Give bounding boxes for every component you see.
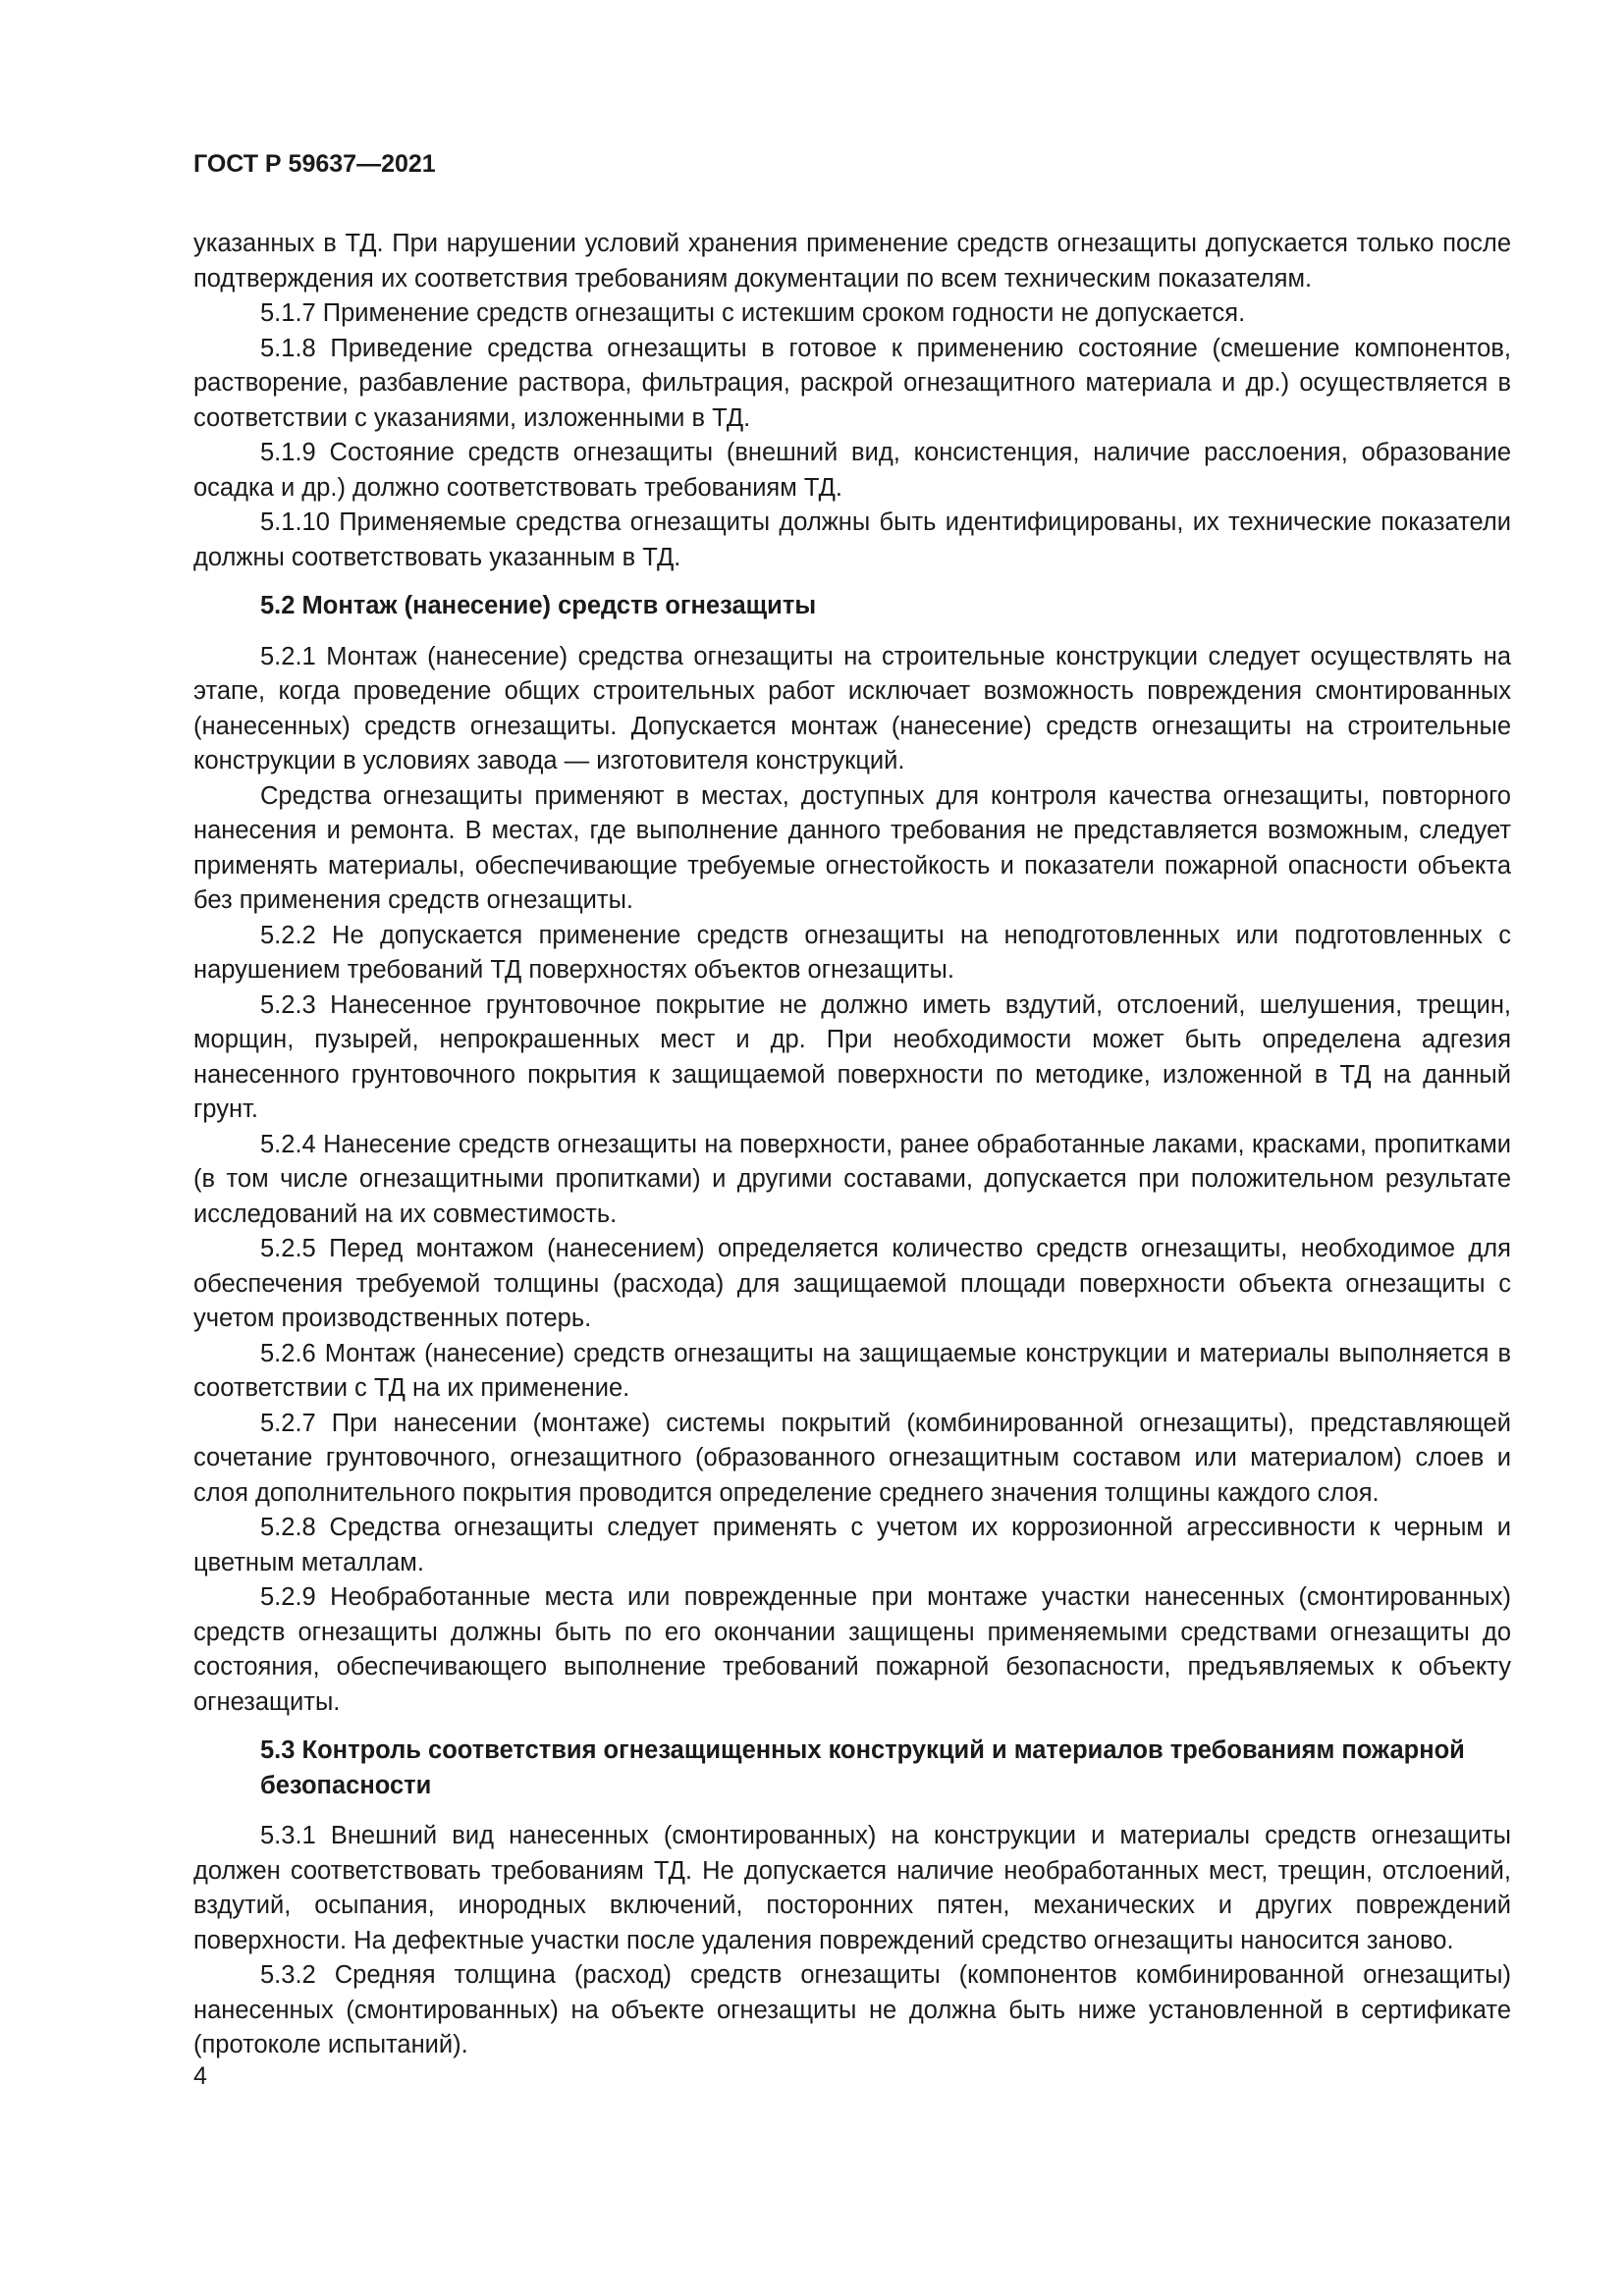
paragraph-5-2-1: 5.2.1 Монтаж (нанесение) средства огнезащиты на строительные конструкции следует осуществлять на этапе, когда проведение общих строительных работ исключает возможность повреждения смонтированных (нанесенных) средств огнезащиты. Допускается монтаж (нанесение) средств огнезащиты на строительные конструкции в условиях завода — изготовителя конструкций. — [193, 642, 1511, 774]
paragraph-5-2-4: 5.2.4 Нанесение средств огнезащиты на поверхности, ранее обработанные лаками, красками, пропитками (в том числе огнезащитными пропитками) и другими составами, допускается при положительном результате исследований на их совместимость. — [193, 1130, 1511, 1228]
paragraph-5-3-1: 5.3.1 Внешний вид нанесенных (смонтированных) на конструкции и материалы средств огнезащиты должен соответствовать требованиям ТД. Не допускается наличие необработанных мест, трещин, отслоений, вздутий, осыпания, инородных включений, посторонних пятен, механических и других повреждений поверхности. На дефектные участки после удаления повреждений средство огнезащиты наносится заново. — [193, 1822, 1511, 1954]
paragraph-5-2-9: 5.2.9 Необработанные места или поврежденные при монтаже участки нанесенных (смонтированных) средств огнезащиты должны быть по его окончании защищены применяемыми средствами огнезащиты до состояния, обеспечивающего выполнение требований пожарной безопасности, предъявляемых к объекту огнезащиты. — [193, 1583, 1511, 1716]
page-number: 4 — [193, 2062, 207, 2090]
paragraph-5-2-6: 5.2.6 Монтаж (нанесение) средств огнезащиты на защищаемые конструкции и материалы выполняется в соответствии с ТД на их применение. — [193, 1339, 1511, 1402]
document-body — [193, 227, 1511, 2063]
document-header: ГОСТ Р 59637—2021 — [193, 150, 436, 178]
paragraph-5-1-10: 5.1.10 Применяемые средства огнезащиты должны быть идентифицированы, их технические показатели должны соответствовать указанным в ТД. — [193, 508, 1511, 571]
paragraph-5-1-7: 5.1.7 Применение средств огнезащиты с истекшим сроком годности не допускается. — [260, 299, 1246, 327]
paragraph-5-1-9: 5.1.9 Состояние средств огнезащиты (внешний вид, консистенция, наличие расслоения, образование осадка и др.) должно соответствовать требованиям ТД. — [193, 439, 1511, 502]
paragraph-continuation: указанных в ТД. При нарушении условий хранения применение средств огнезащиты допускается только после подтверждения их соответствия требованиям документации по всем техническим показателям. — [193, 230, 1511, 293]
paragraph-5-2-3: 5.2.3 Нанесенное грунтовочное покрытие не должно иметь вздутий, отслоений, шелушения, трещин, морщин, пузырей, непрокрашенных мест и др. При необходимости может быть определена адгезия нанесенного грунтовочного покрытия к защищаемой поверхности по методике, изложенной в ТД на данный грунт. — [193, 990, 1511, 1123]
section-heading-5-3: 5.3 Контроль соответствия огнезащищенных конструкций и материалов требованиям пожарной безопасности — [260, 1736, 1465, 1799]
paragraph-5-2-2: 5.2.2 Не допускается применение средств огнезащиты на неподготовленных или подготовленных с нарушением требований ТД поверхностях объектов огнезащиты. — [193, 921, 1511, 984]
paragraph-5-2-5: 5.2.5 Перед монтажом (нанесением) определяется количество средств огнезащиты, необходимое для обеспечения требуемой толщины (расхода) для защищаемой площади поверхности объекта огнезащиты с учетом производственных потерь. — [193, 1235, 1511, 1332]
paragraph-5-2-8: 5.2.8 Средства огнезащиты следует применять с учетом их коррозионной агрессивности к черным и цветным металлам. — [193, 1514, 1511, 1576]
paragraph-5-2-7: 5.2.7 При нанесении (монтаже) системы покрытий (комбинированной огнезащиты), представляющей сочетание грунтовочного, огнезащитного (образованного огнезащитным составом или материалом) слоев и слоя дополнительного покрытия проводится определение среднего значения толщины каждого слоя. — [193, 1409, 1511, 1507]
paragraph-5-3-2: 5.3.2 Средняя толщина (расход) средств огнезащиты (компонентов комбинированной огнезащиты) нанесенных (смонтированных) на объекте огнезащиты не должна быть ниже установленной в сертификате (протоколе испытаний). — [193, 1961, 1511, 2058]
document-page — [193, 147, 1511, 2063]
paragraph-5-1-8: 5.1.8 Приведение средства огнезащиты в готовое к применению состояние (смешение компонентов, растворение, разбавление раствора, фильтрация, раскрой огнезащитного материала и др.) осуществляется в соответствии с указаниями, изложенными в ТД. — [193, 334, 1511, 432]
section-heading-5-2: 5.2 Монтаж (нанесение) средств огнезащиты — [260, 592, 817, 619]
paragraph-5-2-1-b: Средства огнезащиты применяют в местах, доступных для контроля качества огнезащиты, повторного нанесения и ремонта. В местах, где выполнение данного требования не представляется возможным, следует применять материалы, обеспечивающие требуемые огнестойкость и показатели пожарной опасности объекта без применения средств огнезащиты. — [193, 781, 1511, 914]
